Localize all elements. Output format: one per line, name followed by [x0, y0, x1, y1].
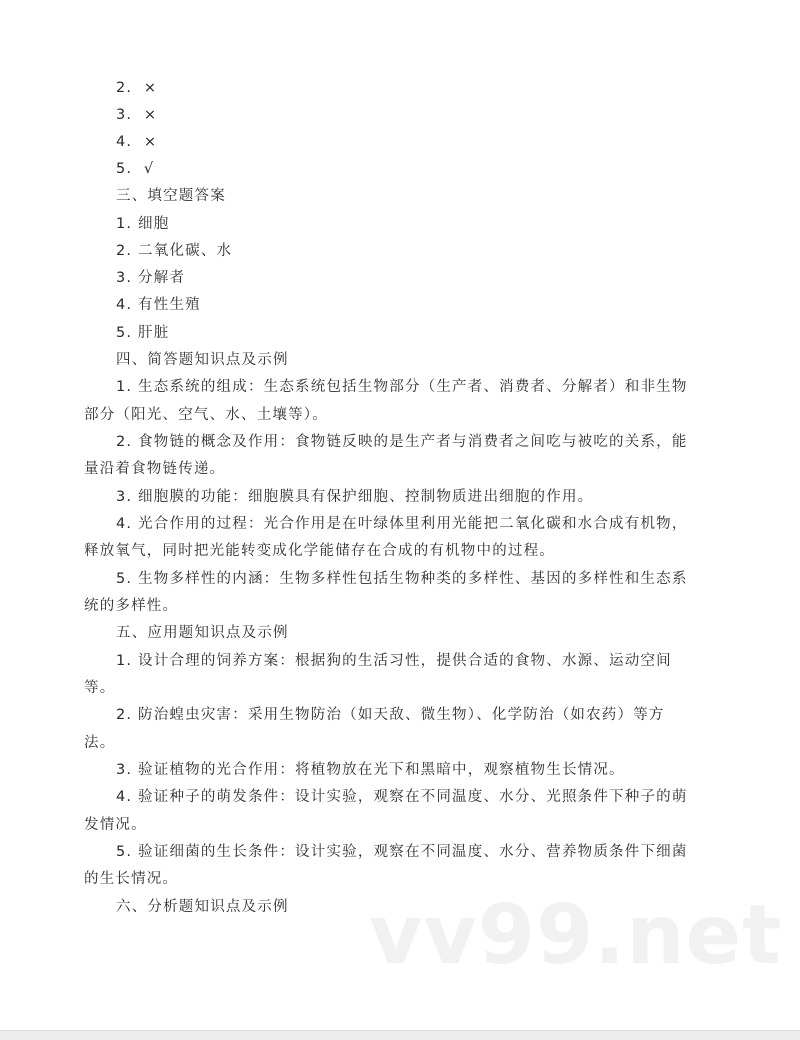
- paragraph-line: 3. 验证植物的光合作用：将植物放在光下和黑暗中，观察植物生长情况。: [116, 762, 625, 778]
- check-mark: √: [143, 161, 155, 177]
- fill-answer: 1. 细胞: [116, 216, 170, 232]
- fill-answer: 2. 二氧化碳、水: [116, 243, 233, 259]
- paragraph-line: 量沿着食物链传递。: [84, 461, 226, 477]
- wrong-mark: ×: [143, 107, 158, 123]
- paragraph-line: 等。: [84, 680, 116, 696]
- paragraph-line: 部分（阳光、空气、水、土壤等）。: [84, 407, 328, 423]
- paragraph-line: 1. 生态系统的组成：生态系统包括生物部分（生产者、消费者、分解者）和非生物: [116, 379, 688, 395]
- fill-answer: 5. 肝脏: [116, 325, 170, 341]
- paragraph-line: 1. 设计合理的饲养方案：根据狗的生活习性，提供合适的食物、水源、运动空间: [116, 653, 672, 669]
- paragraph-line: 的生长情况。: [84, 871, 179, 887]
- judge-answer-5: 5. √: [116, 161, 155, 177]
- judge-answer-4: 4. ×: [116, 134, 158, 150]
- section-heading: 三、填空题答案: [116, 188, 226, 204]
- fill-answer: 3. 分解者: [116, 270, 186, 286]
- fill-answer: 4. 有性生殖: [116, 297, 201, 313]
- wrong-mark: ×: [143, 134, 158, 150]
- paragraph-line: 5. 生物多样性的内涵：生物多样性包括生物种类的多样性、基因的多样性和生态系: [116, 571, 688, 587]
- section-heading: 四、简答题知识点及示例: [116, 352, 289, 368]
- paragraph-line: 4. 光合作用的过程：光合作用是在叶绿体里利用光能把二氧化碳和水合成有机物，: [116, 516, 688, 532]
- paragraph-line: 5. 验证细菌的生长条件：设计实验，观察在不同温度、水分、营养物质条件下细菌: [116, 844, 688, 860]
- judge-answer-3: 3. ×: [116, 107, 158, 123]
- wrong-mark: ×: [143, 80, 158, 96]
- paragraph-line: 释放氧气，同时把光能转变成化学能储存在合成的有机物中的过程。: [84, 543, 555, 559]
- watermark: vv99.net: [369, 888, 783, 983]
- paragraph-line: 3. 细胞膜的功能：细胞膜具有保护细胞、控制物质进出细胞的作用。: [116, 489, 594, 505]
- section-heading: 六、分析题知识点及示例: [116, 899, 289, 915]
- judge-answer-2: 2. ×: [116, 80, 158, 96]
- paragraph-line: 统的多样性。: [84, 598, 179, 614]
- section-heading: 五、应用题知识点及示例: [116, 625, 289, 641]
- paragraph-line: 发情况。: [84, 817, 147, 833]
- paragraph-line: 2. 食物链的概念及作用：食物链反映的是生产者与消费者之间吃与被吃的关系，能: [116, 434, 688, 450]
- paragraph-line: 4. 验证种子的萌发条件：设计实验，观察在不同温度、水分、光照条件下种子的萌: [116, 789, 688, 805]
- paragraph-line: 2. 防治蝗虫灾害：采用生物防治（如天敌、微生物）、化学防治（如农药）等方: [116, 707, 665, 723]
- paragraph-line: 法。: [84, 735, 116, 751]
